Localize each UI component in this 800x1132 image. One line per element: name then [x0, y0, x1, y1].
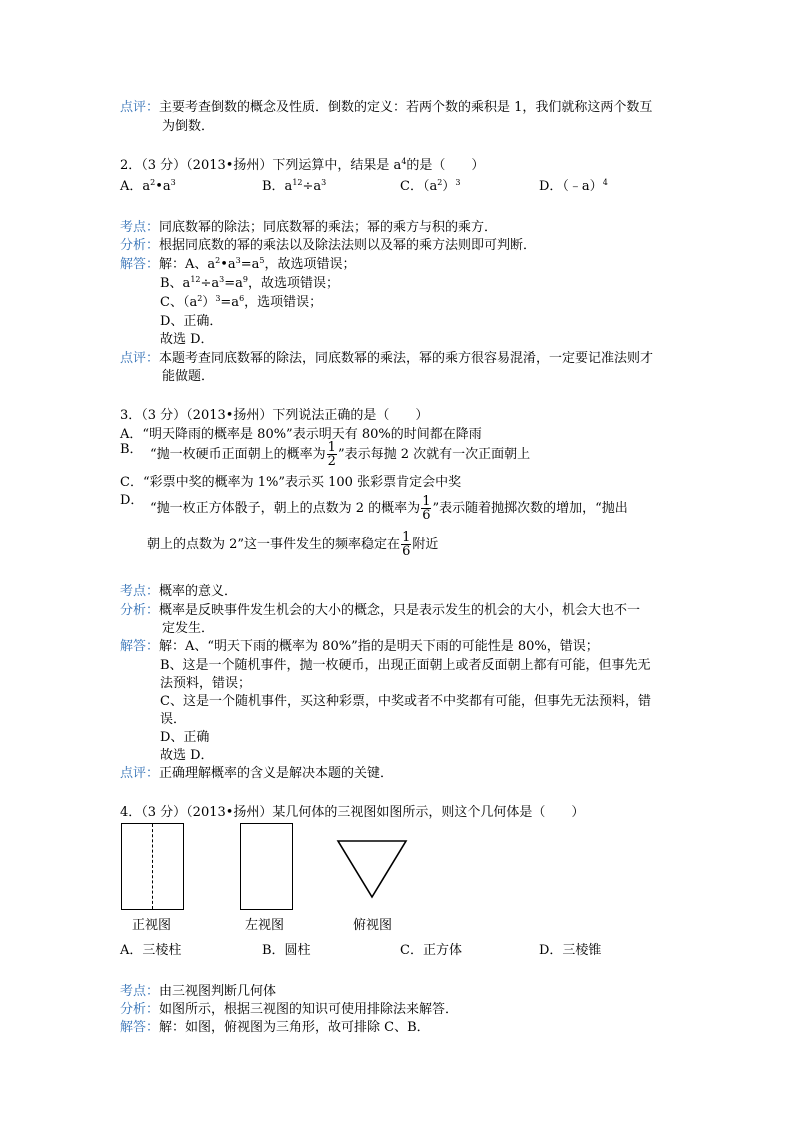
- q2-jieda-d: D、正确．: [160, 314, 223, 329]
- q4-stem: 4．（3 分）（2013•扬州）某几何体的三视图如图所示，则这个几何体是（ ）: [120, 805, 585, 820]
- caption-top-view: 俯视图: [353, 918, 393, 933]
- q2-comment-line1: 点评：本题考查同底数幂的除法，同底数幂的乘法，幂的乘方很容易混淆，一定要记准法则才: [120, 351, 654, 366]
- fraction-sixth-2: $\frac{1}{6}$: [402, 530, 411, 559]
- q1-comment-line2: 为倒数．: [162, 119, 215, 134]
- q2-stem: 2．（3 分）（2013•扬州）下列运算中，结果是 $a^4$的是（ ）: [120, 157, 485, 173]
- fraction-sixth: $\frac{1}{6}$: [422, 494, 431, 523]
- q2-option-a: A．$a^2•a^3$: [120, 178, 176, 194]
- q3-jieda-line1: 解答：解：A、“明天下雨的概率为 80%”指的是明天下雨的可能性是 80%，错误；: [120, 639, 599, 654]
- q2-jieda-b: B、$a^{12}\div a^3=a^9$，故选项错误；: [160, 275, 340, 291]
- q3-comment: 点评：正确理解概率的含义是解决本题的关键．: [120, 766, 394, 781]
- q2-fenxi: 分析：根据同底数的幂的乘法以及除法法则以及幂的乘方法则即可判断．: [120, 238, 537, 253]
- q3-option-b: “抛一枚硬币正面朝上的概率为 $\frac{1}{2}$ ”表示每抛 2 次就有一次正面朝上: [150, 440, 531, 469]
- q3-kaodian: 考点：概率的意义．: [120, 584, 238, 599]
- q3-option-d-line1: “抛一枚正方体骰子，朝上的点数为 2 的概率为 $\frac{1}{6}$ ”表示随着抛掷次数的增加，“抛出: [150, 494, 628, 523]
- q3-stem: 3．（3 分）（2013•扬州）下列说法正确的是（ ）: [120, 408, 429, 423]
- q3-option-a: A．“明天降雨的概率是 80%”表示明天有 80%的时间都在降雨: [120, 427, 482, 442]
- q3-jieda-line4: C、这是一个随机事件，买这种彩票，中奖或者不中奖都有可能，但事先无法预料，错: [160, 694, 651, 709]
- q3-jieda-line7: 故选 D．: [160, 748, 214, 763]
- fraction-half: $\frac{1}{2}$: [327, 440, 336, 469]
- q3-option-c: C．“彩票中奖的概率为 1%”表示买 100 张彩票肯定会中奖: [120, 475, 462, 490]
- comment-tag: 点评：: [120, 100, 160, 115]
- q3-fenxi-line2: 定发生．: [162, 621, 215, 636]
- q3-option-b-letter: B．: [120, 442, 143, 457]
- q4-option-c: C．正方体: [400, 943, 462, 958]
- q4-jieda: 解答：解：如图，俯视图为三角形，故可排除 C、B．: [120, 1020, 430, 1035]
- q4-option-d: D．三棱锥: [539, 943, 602, 958]
- top-view-triangle: [336, 838, 408, 900]
- hidden-edge-dashed-line: [152, 824, 153, 909]
- q4-kaodian: 考点：由三视图判断几何体: [120, 984, 277, 999]
- front-view-rectangle: [121, 823, 184, 910]
- q3-option-d-line2: 朝上的点数为 2”这一事件发生的频率稳定在 $\frac{1}{6}$ 附近: [147, 530, 439, 559]
- q4-fenxi: 分析：如图所示，根据三视图的知识可使用排除法来解答．: [120, 1002, 459, 1017]
- q1-comment-line1: 点评：主要考查倒数的概念及性质．倒数的定义：若两个数的乘积是 1，我们就称这两个数互: [120, 100, 653, 115]
- q3-jieda-line5: 误．: [160, 712, 187, 727]
- q2-option-c: C．$(a^2)^3$: [400, 178, 461, 194]
- q4-option-a: A．三棱柱: [120, 943, 182, 958]
- q3-option-d-letter: D．: [120, 493, 144, 508]
- q4-option-b: B．圆柱: [262, 943, 311, 958]
- q2-option-b: B．$a^{12}\div a^3$: [262, 178, 327, 194]
- q3-jieda-line2: B、这是一个随机事件，抛一枚硬币，出现正面朝上或者反面朝上都有可能，但事先无: [160, 658, 651, 673]
- q2-comment-line2: 能做题．: [162, 369, 215, 384]
- q3-jieda-line6: D、正确: [160, 730, 210, 745]
- q2-jieda-a: 解答：解：A、$a^2•a^3=a^5$，故选项错误；: [120, 256, 356, 272]
- caption-front-view: 正视图: [132, 918, 172, 933]
- q2-jieda-c: C、$(a^2)^3=a^6$，选项错误；: [160, 294, 323, 310]
- q2-option-d: D．（﹣a）$^4$: [539, 178, 608, 194]
- q2-kaodian: 考点：同底数幂的除法；同底数幂的乘法；幂的乘方与积的乘方．: [120, 220, 498, 235]
- q3-jieda-line3: 法预料，错误；: [160, 676, 252, 691]
- caption-left-view: 左视图: [245, 918, 285, 933]
- left-view-rectangle: [240, 823, 293, 910]
- q2-jieda-e: 故选 D．: [160, 332, 214, 347]
- q3-fenxi-line1: 分析：概率是反映事件发生机会的大小的概念，只是表示发生的机会的大小，机会大也不一: [120, 603, 641, 618]
